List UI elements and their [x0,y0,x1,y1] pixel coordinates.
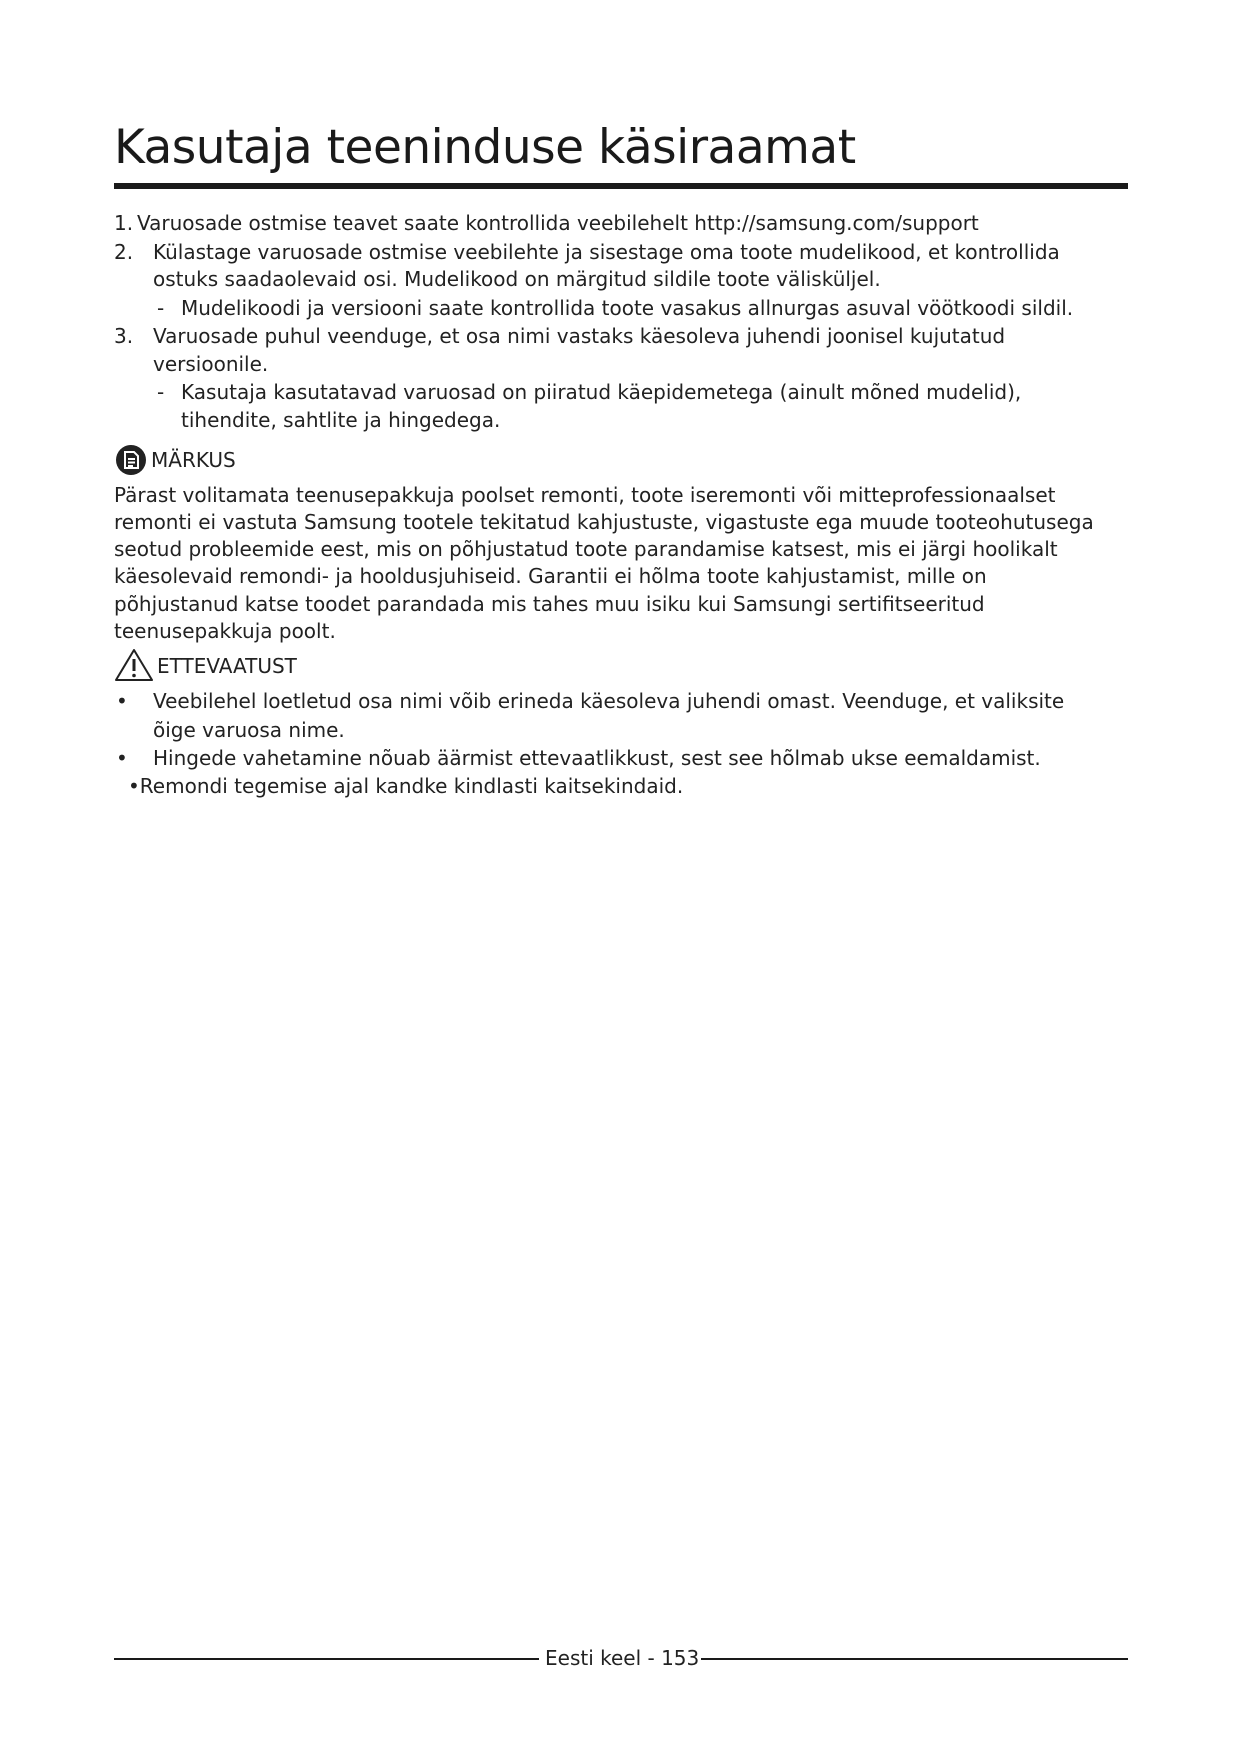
caution-bullet-text: Hingede vahetamine nõuab äärmist ettevaatlikkust, sest see hõlmab ukse eemaldamist. [153,746,1041,770]
list-item-number: 3. [114,324,134,348]
list-item-text: versioonile. [153,352,269,376]
footer-rule-right [701,1658,1128,1660]
bullet-marker: • [116,746,128,770]
title-divider [114,183,1128,189]
caution-bullet-text: Veebilehel loetletud osa nimi võib erineda käesoleva juhendi omast. Veenduge, et valiksite [153,689,1065,713]
caution-bullet-text: õige varuosa nime. [153,718,345,742]
page-number: Eesti keel - 153 [545,1646,700,1670]
note-text: Pärast volitamata teenusepakkuja poolset remonti, toote iseremonti või mitteprofessionaalset [114,483,1056,507]
note-text: käesolevaid remondi- ja hooldusjuhiseid. Garantii ei hõlma toote kahjustamist, mille on [114,564,987,588]
note-text: seotud probleemide eest, mis on põhjustatud toote parandamise katsest, mis ei järgi hoolikalt [114,537,1058,561]
footer-rule-left [114,1658,539,1660]
list-item-number: 2. [114,240,134,264]
note-text: põhjustanud katse toodet parandada mis tahes muu isiku kui Samsungi sertifitseeritud [114,592,985,616]
sub-item-text: tihendite, sahtlite ja hingedega. [181,408,501,432]
list-item-text: Varuosade puhul veenduge, et osa nimi vastaks käesoleva juhendi joonisel kujutatud [153,324,1006,348]
note-icon [116,445,146,475]
sub-item-dash: - [157,380,165,404]
list-item-text: Varuosade ostmise teavet saate kontrollida veebilehelt http://samsung.com/support [137,211,979,235]
caution-last-line: •Remondi tegemise ajal kandke kindlasti kaitsekindaid. [128,774,684,798]
list-item-text: ostuks saadaolevaid osi. Mudelikood on märgitud sildile toote välisküljel. [153,267,881,291]
note-text: teenusepakkuja poolt. [114,619,336,643]
page-title: Kasutaja teeninduse käsiraamat [114,120,856,175]
list-item-number: 1. [114,211,134,235]
note-heading: MÄRKUS [151,448,236,472]
bullet-marker: • [116,689,128,713]
note-text: remonti ei vastuta Samsung tootele tekitatud kahjustuste, vigastuste ega muude tooteohutusega [114,510,1094,534]
sub-item-dash: - [157,296,165,320]
list-item-text: Külastage varuosade ostmise veebilehte ja sisestage oma toote mudelikood, et kontrollida [153,240,1060,264]
sub-item-text: Mudelikoodi ja versiooni saate kontrollida toote vasakus allnurgas asuval vöötkoodi sildil. [181,296,1074,320]
sub-item-text: Kasutaja kasutatavad varuosad on piiratud käepidemetega (ainult mõned mudelid), [181,380,1022,404]
warning-icon [114,648,154,682]
caution-heading: ETTEVAATUST [157,654,297,678]
